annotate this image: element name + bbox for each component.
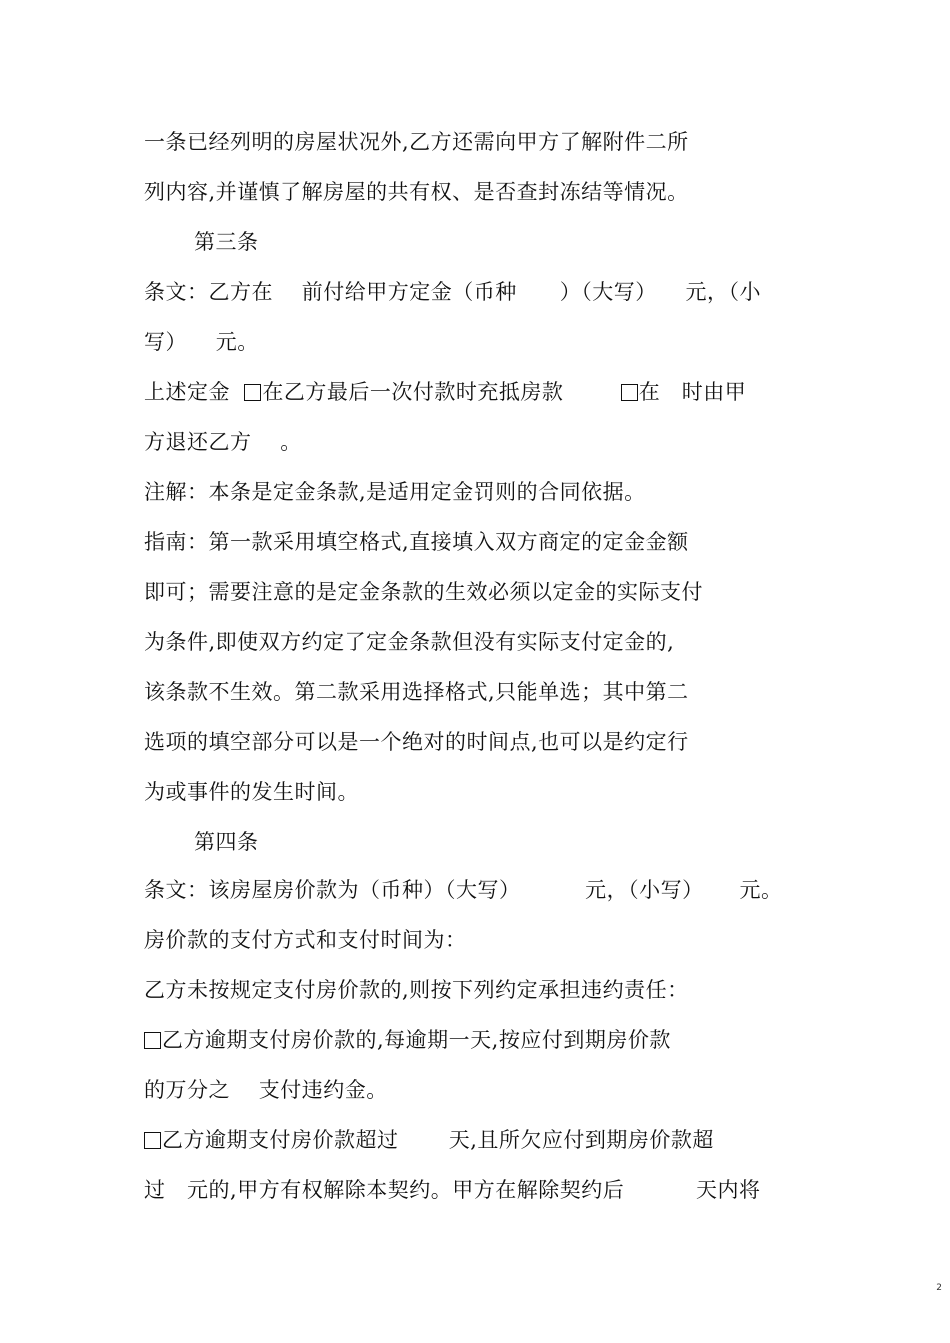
guide-line-1: 指南：第一款采用填空格式,直接填入双方商定的定金金额 xyxy=(144,530,689,554)
deposit-option-1-text: 在乙方最后一次付款时充抵房款 xyxy=(262,380,621,404)
article-3-heading: 第三条 xyxy=(194,230,259,254)
checkbox-icon[interactable] xyxy=(244,384,261,401)
page-number: 2 xyxy=(936,1283,942,1293)
penalty-option-1-line-1 xyxy=(144,1025,671,1055)
text-line-2: 列内容,并谨慎了解房屋的共有权、是否查封冻结等情况。 xyxy=(144,180,689,204)
article-4-text-line-1: 条文：该房屋房价款为（币种）（大写） 元，（小写） 元。 xyxy=(144,878,783,902)
article-3-text-line-1: 条文：乙方在 前付给甲方定金（币种 ）（大写） 元，（小 xyxy=(144,280,761,304)
article-3-text-line-2: 写） 元。 xyxy=(144,330,259,354)
penalty-option-1-line-2: 的万分之 支付违约金。 xyxy=(144,1078,388,1102)
checkbox-icon[interactable] xyxy=(621,384,638,401)
penalty-option-2-line-1 xyxy=(144,1125,714,1155)
guide-line-3: 为条件,即使双方约定了定金条款但没有实际支付定金的, xyxy=(144,630,675,654)
penalty-option-2-text: 乙方逾期支付房价款超过 天,且所欠应付到期房价款超 xyxy=(162,1128,714,1152)
checkbox-icon[interactable] xyxy=(144,1032,161,1049)
guide-line-2: 即可；需要注意的是定金条款的生效必须以定金的实际支付 xyxy=(144,580,703,604)
guide-line-6: 为或事件的发生时间。 xyxy=(144,780,359,804)
article-4-text-line-2: 房价款的支付方式和支付时间为： xyxy=(144,928,467,952)
guide-line-5: 选项的填空部分可以是一个绝对的时间点,也可以是约定行 xyxy=(144,730,689,754)
guide-line-4: 该条款不生效。第二款采用选择格式,只能单选；其中第二 xyxy=(144,680,689,704)
text-line-1: 一条已经列明的房屋状况外,乙方还需向甲方了解附件二所 xyxy=(144,130,689,154)
deposit-options-line xyxy=(144,377,746,407)
penalty-option-1-text: 乙方逾期支付房价款的,每逾期一天,按应付到期房价款 xyxy=(162,1028,671,1052)
note-line: 注解：本条是定金条款,是适用定金罚则的合同依据。 xyxy=(144,480,646,504)
deposit-options-prefix: 上述定金 xyxy=(144,380,245,404)
article-4-text-line-3: 乙方未按规定支付房价款的,则按下列约定承担违约责任： xyxy=(144,978,689,1002)
penalty-option-2-line-2: 过 元的,甲方有权解除本契约。甲方在解除契约后 天内将 xyxy=(144,1178,761,1202)
article-4-heading: 第四条 xyxy=(194,830,259,854)
deposit-option-2-text: 在 时由甲 xyxy=(638,380,747,404)
deposit-options-line-2: 方退还乙方 。 xyxy=(144,430,302,454)
checkbox-icon[interactable] xyxy=(144,1132,161,1149)
